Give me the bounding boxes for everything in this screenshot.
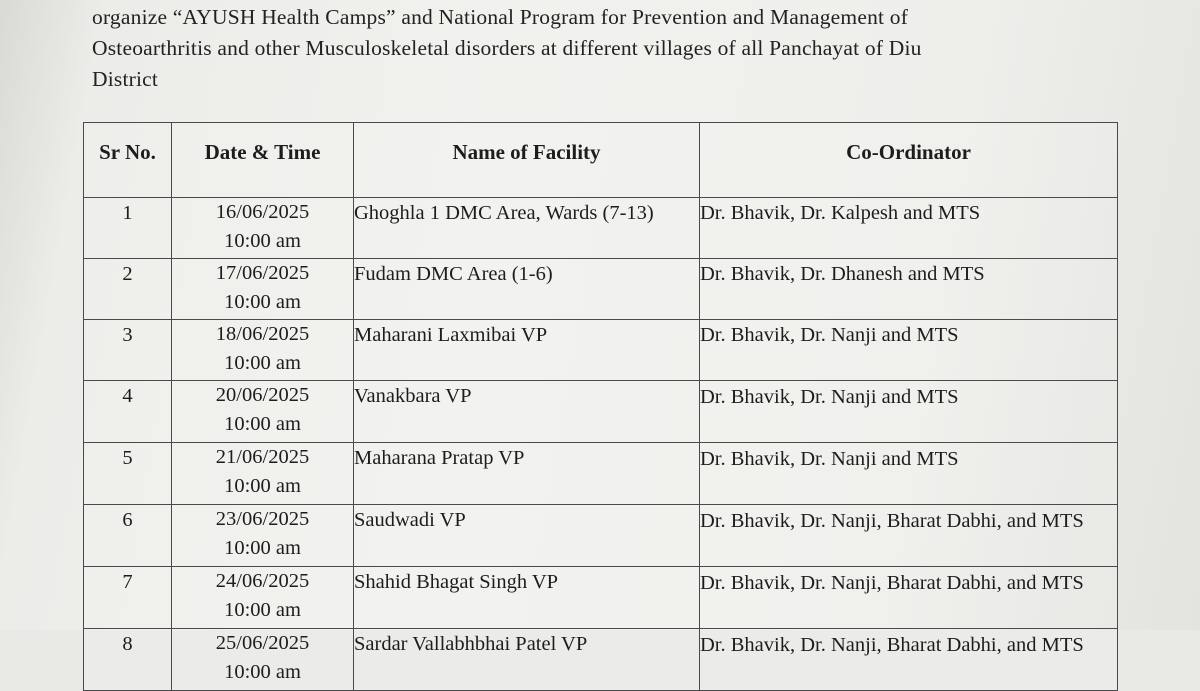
time-text: 10:00 am xyxy=(224,537,301,559)
table-row xyxy=(84,567,1118,629)
table-row xyxy=(84,629,1118,691)
cell-date-time xyxy=(172,629,354,691)
table-row xyxy=(84,320,1118,381)
cell-coordinator: Dr. Bhavik, Dr. Dhanesh and MTS xyxy=(700,259,1118,320)
cell-facility: Sardar Vallabhbhai Patel VP xyxy=(354,629,700,691)
time-text: 10:00 am xyxy=(224,599,301,621)
cell-coordinator: Dr. Bhavik, Dr. Nanji and MTS xyxy=(700,320,1118,381)
cell-facility: Saudwadi VP xyxy=(354,505,700,567)
intro-paragraph xyxy=(92,2,1102,95)
cell-sr: 5 xyxy=(84,443,172,505)
intro-line: District xyxy=(92,67,159,91)
cell-date-time xyxy=(172,505,354,567)
time-text: 10:00 am xyxy=(224,475,301,497)
date-text: 23/06/2025 xyxy=(215,508,310,530)
cell-sr: 7 xyxy=(84,567,172,629)
intro-line: Osteoarthritis and other Musculoskeletal disorders at different villages of all Panchayat of Diu xyxy=(92,36,922,60)
table-row xyxy=(84,505,1118,567)
cell-coordinator: Dr. Bhavik, Dr. Nanji, Bharat Dabhi, and MTS xyxy=(700,505,1118,567)
cell-coordinator: Dr. Bhavik, Dr. Nanji, Bharat Dabhi, and MTS xyxy=(700,629,1118,691)
date-text: 21/06/2025 xyxy=(215,446,310,468)
cell-facility: Shahid Bhagat Singh VP xyxy=(354,567,700,629)
table-row xyxy=(84,381,1118,443)
date-text: 25/06/2025 xyxy=(215,632,310,654)
cell-date-time xyxy=(172,320,354,381)
cell-coordinator: Dr. Bhavik, Dr. Nanji, Bharat Dabhi, and MTS xyxy=(700,567,1118,629)
time-text: 10:00 am xyxy=(224,661,301,683)
cell-facility: Maharana Pratap VP xyxy=(354,443,700,505)
table-row xyxy=(84,259,1118,320)
time-text: 10:00 am xyxy=(224,413,301,435)
cell-date-time xyxy=(172,259,354,320)
table-row xyxy=(84,443,1118,505)
table-header-row xyxy=(84,123,1118,198)
date-text: 20/06/2025 xyxy=(215,384,310,406)
header-facility: Name of Facility xyxy=(354,123,700,198)
time-text: 10:00 am xyxy=(224,352,301,374)
table-row xyxy=(84,198,1118,259)
date-text: 16/06/2025 xyxy=(215,201,310,223)
header-date-time: Date & Time xyxy=(172,123,354,198)
camp-schedule-table xyxy=(83,122,1118,691)
header-coordinator: Co-Ordinator xyxy=(700,123,1118,198)
cell-facility: Fudam DMC Area (1-6) xyxy=(354,259,700,320)
date-text: 18/06/2025 xyxy=(215,323,310,345)
cell-coordinator: Dr. Bhavik, Dr. Nanji and MTS xyxy=(700,443,1118,505)
cell-sr: 3 xyxy=(84,320,172,381)
cell-date-time xyxy=(172,567,354,629)
cell-sr: 2 xyxy=(84,259,172,320)
date-text: 24/06/2025 xyxy=(215,570,310,592)
intro-line: organize “AYUSH Health Camps” and National Program for Prevention and Management of xyxy=(92,5,909,29)
date-text: 17/06/2025 xyxy=(215,262,310,284)
cell-date-time xyxy=(172,381,354,443)
cell-coordinator: Dr. Bhavik, Dr. Kalpesh and MTS xyxy=(700,198,1118,259)
cell-sr: 6 xyxy=(84,505,172,567)
cell-sr: 8 xyxy=(84,629,172,691)
cell-sr: 4 xyxy=(84,381,172,443)
cell-facility: Ghoghla 1 DMC Area, Wards (7-13) xyxy=(354,198,700,259)
cell-coordinator: Dr. Bhavik, Dr. Nanji and MTS xyxy=(700,381,1118,443)
header-sr-no: Sr No. xyxy=(84,123,172,198)
time-text: 10:00 am xyxy=(224,230,301,252)
cell-sr: 1 xyxy=(84,198,172,259)
cell-date-time xyxy=(172,443,354,505)
cell-facility: Vanakbara VP xyxy=(354,381,700,443)
cell-date-time xyxy=(172,198,354,259)
time-text: 10:00 am xyxy=(224,291,301,313)
cell-facility: Maharani Laxmibai VP xyxy=(354,320,700,381)
